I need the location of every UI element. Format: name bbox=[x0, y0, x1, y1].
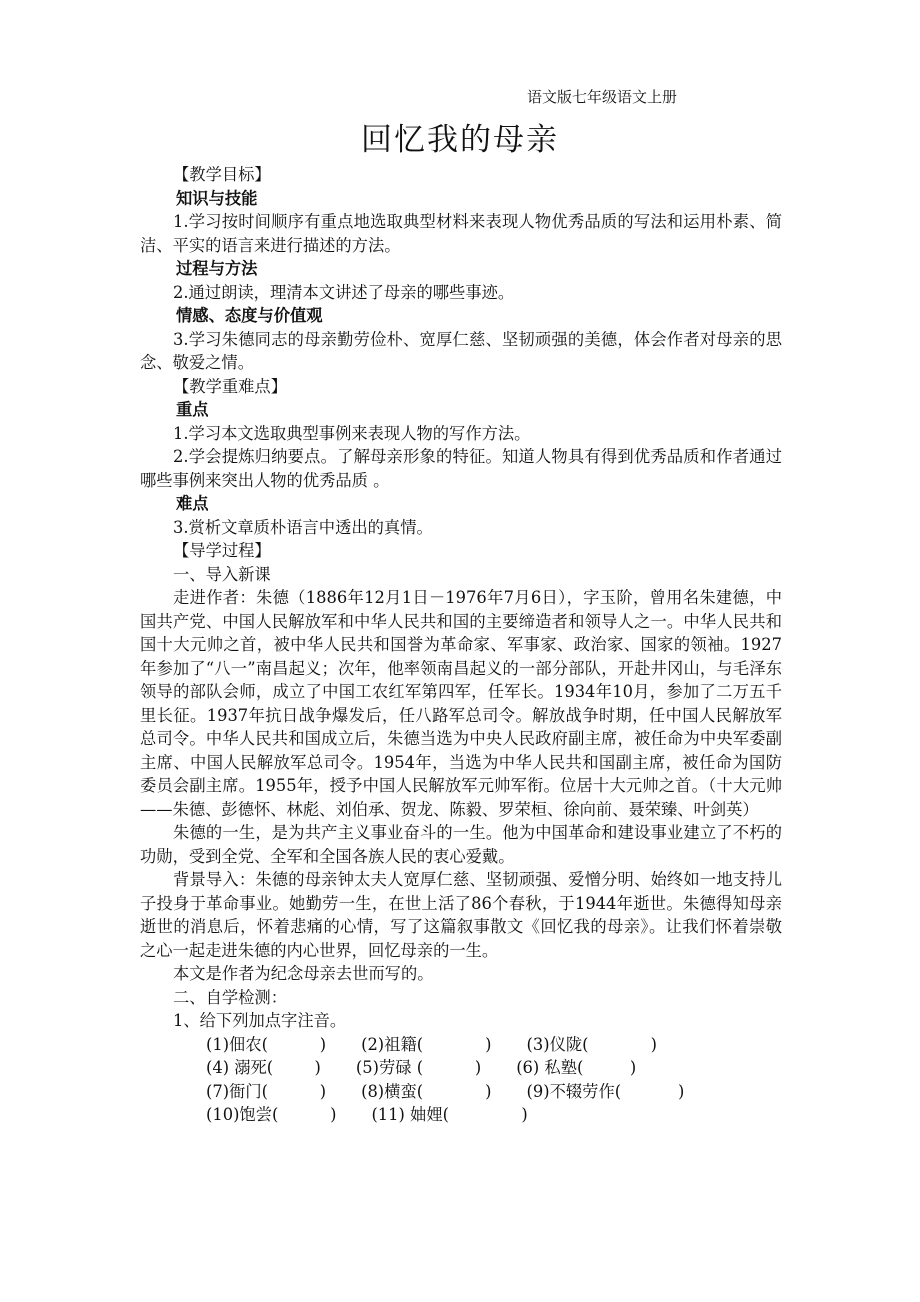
paragraph: 重点 bbox=[176, 400, 209, 419]
body-paragraphs bbox=[140, 163, 782, 1033]
paragraph: 过程与方法 bbox=[176, 259, 258, 278]
pinyin-item: (6) 私塾( ) bbox=[516, 1058, 637, 1077]
paragraph: 1.学习本文选取典型事例来表现人物的写作方法。 bbox=[173, 423, 531, 443]
pinyin-item: (2)祖籍( ) bbox=[361, 1034, 492, 1054]
paragraph: 情感、态度与价值观 bbox=[176, 306, 323, 325]
paragraph: 难点 bbox=[176, 494, 209, 513]
paragraph: 2.通过朗读，理清本文讲述了母亲的哪些事迹。 bbox=[173, 282, 515, 302]
paragraph: 【教学重难点】 bbox=[173, 376, 287, 396]
paragraph: 走进作者：朱德（1886年12月1日－1976年7月6日），字玉阶，曾用名朱建德，中国共产党、中国人民解放军和中华人民共和国的主要缔造者和领导人之一。中华人民共和国十大元帅之首，被中华人民共和国誉为革命家、军事家、政治家、国家的领袖。1927年参加了“八一”南昌起义；次年，他率领南昌起义的一部分部队，开赴井冈山，与毛泽东领导的部队会师，成立了中国工农红军第四军，任军长。1934年10月，参加了二万五千里长征。1937年抗日战争爆发后，任八路军总司令。解放战争时期，任中国人民解放军总司令。中华人民共和国成立后，朱德当选为中央人民政府副主席，被任命为中央军委副主席、中国人民解放军总司令。1954年，当选为中华人民共和国副主席，被任命为国防委员会副主席。1955年，授予中国人民解放军元帅军衔。位居十大元帅之首。（十大元帅——朱德、彭德怀、林彪、刘伯承、贺龙、陈毅、罗荣桓、徐向前、聂荣臻、叶剑英） bbox=[140, 588, 782, 819]
paragraph: 背景导入：朱德的母亲钟太夫人宽厚仁慈、坚韧顽强、爱憎分明、始终如一地支持儿子投身于革命事业。她勤劳一生，在世上活了86个春秋，于1944年逝世。朱德得知母亲逝世的消息后，怀着悲痛的心情，写了这篇叙事散文《回忆我的母亲》。让我们怀着崇敬之心一起走进朱德的内心世界，回忆母亲的一生。 bbox=[140, 870, 782, 960]
paragraph: 2.学会提炼归纳要点。了解母亲形象的特征。知道人物具有得到优秀品质和作者通过哪些事例来突出人物的优秀品质 。 bbox=[140, 447, 782, 490]
paragraph: 本文是作者为纪念母亲去世而写的。 bbox=[173, 964, 434, 983]
page-header: 语文版七年级语文上册 bbox=[526, 88, 677, 106]
paragraph: 知识与技能 bbox=[176, 188, 258, 208]
pinyin-item: (9)不辍劳作( ) bbox=[526, 1081, 685, 1101]
paragraph: 【教学目标】 bbox=[173, 165, 271, 184]
paragraph: 3.赏析文章质朴语言中透出的真情。 bbox=[173, 517, 433, 537]
pinyin-item: (11) 妯娌( ) bbox=[371, 1105, 528, 1124]
pinyin-item: (4) 溺死( ) bbox=[206, 1058, 321, 1077]
pinyin-item: (5)劳碌 ( ) bbox=[355, 1058, 482, 1077]
paragraph: 朱德的一生，是为共产主义事业奋斗的一生。他为中国革命和建设事业建立了不朽的功勋，受到全党、全军和全国各族人民的衷心爱戴。 bbox=[140, 823, 782, 866]
pinyin-item: (1)佃农( ) bbox=[206, 1034, 327, 1054]
document-body bbox=[140, 163, 782, 1127]
pinyin-item: (8)横蛮( ) bbox=[361, 1081, 492, 1101]
paragraph: 二、自学检测： bbox=[173, 987, 287, 1007]
paragraph: 3.学习朱德同志的母亲勤劳俭朴、宽厚仁慈、坚韧顽强的美德，体会作者对母亲的思念、敬爱之情。 bbox=[140, 329, 782, 372]
pinyin-item: (10)饱尝( ) bbox=[206, 1105, 337, 1124]
paragraph: 一、导入新课 bbox=[173, 564, 271, 584]
paragraph: 1.学习按时间顺序有重点地选取典型材料来表现人物优秀品质的写法和运用朴素、简洁、平实的语言来进行描述的方法。 bbox=[140, 212, 782, 255]
paragraph: 1、给下列加点字注音。 bbox=[173, 1011, 347, 1030]
pinyin-item: (7)衙门( ) bbox=[206, 1081, 327, 1101]
pinyin-exercise bbox=[140, 1033, 782, 1127]
paragraph: 【导学过程】 bbox=[173, 541, 271, 560]
pinyin-items bbox=[173, 1033, 782, 1127]
pinyin-item: (3)仪陇( ) bbox=[526, 1034, 657, 1054]
page-title: 回忆我的母亲 bbox=[361, 122, 559, 158]
